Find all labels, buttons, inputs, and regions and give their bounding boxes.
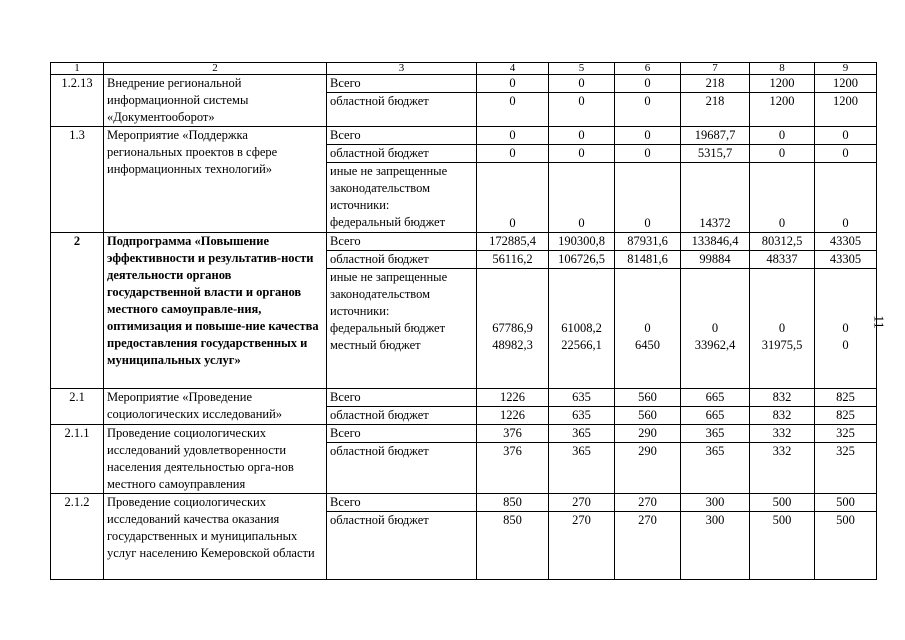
value-cell: 1200 bbox=[815, 75, 877, 93]
activity-name: Внедрение региональной информационной системы «Документооборот» bbox=[104, 75, 327, 127]
funding-source-line: законодательством bbox=[330, 181, 431, 195]
funding-source: Всего bbox=[327, 75, 477, 93]
value-cell: 172885,4 bbox=[477, 233, 549, 251]
activity-name: Проведение социологических исследований удовлетворенности населения деятельностью орга-нов местного самоуправления bbox=[104, 425, 327, 494]
funding-source: Всего bbox=[327, 425, 477, 443]
row-number: 1.2.13 bbox=[51, 75, 104, 127]
row-number: 2.1 bbox=[51, 389, 104, 425]
funding-source-line: источники: bbox=[330, 198, 390, 212]
value-cell-group bbox=[549, 269, 615, 389]
funding-source: Всего bbox=[327, 389, 477, 407]
funding-source-other bbox=[327, 269, 477, 389]
activity-name: Мероприятие «Поддержка региональных проектов в сфере информационных технологий» bbox=[104, 127, 327, 233]
value-cell: 665 bbox=[681, 389, 750, 407]
value-cell-group bbox=[815, 269, 877, 389]
table-row bbox=[51, 127, 877, 145]
col-header: 5 bbox=[549, 63, 615, 75]
value-cell: 850 bbox=[477, 512, 549, 580]
funding-source: областной бюджет bbox=[327, 251, 477, 269]
value-cell: 325 bbox=[815, 443, 877, 494]
value-cell: 99884 bbox=[681, 251, 750, 269]
value-cell: 825 bbox=[815, 389, 877, 407]
value-cell: 0 bbox=[615, 163, 681, 233]
value-cell: 48982,3 bbox=[492, 338, 533, 352]
col-header: 3 bbox=[327, 63, 477, 75]
column-number-row bbox=[51, 63, 877, 75]
funding-source: Всего bbox=[327, 127, 477, 145]
value-cell: 270 bbox=[615, 494, 681, 512]
value-cell: 500 bbox=[750, 494, 815, 512]
table-row bbox=[51, 233, 877, 251]
value-cell: 365 bbox=[681, 425, 750, 443]
value-cell: 1200 bbox=[815, 93, 877, 127]
value-cell: 0 bbox=[549, 75, 615, 93]
value-cell: 19687,7 bbox=[681, 127, 750, 145]
value-cell: 22566,1 bbox=[561, 338, 602, 352]
value-cell-group bbox=[681, 269, 750, 389]
funding-source-line: законодательством bbox=[330, 287, 431, 301]
value-cell: 33962,4 bbox=[694, 338, 736, 352]
activity-name: Проведение социологических исследований качества оказания государственных и муниципальных услуг населению Кемеровской области bbox=[104, 494, 327, 580]
value-cell: 0 bbox=[815, 127, 877, 145]
value-cell: 270 bbox=[615, 512, 681, 580]
funding-source: областной бюджет bbox=[327, 407, 477, 425]
value-cell: 376 bbox=[477, 443, 549, 494]
table-row bbox=[51, 425, 877, 443]
funding-source: областной бюджет bbox=[327, 443, 477, 494]
funding-source: Всего bbox=[327, 494, 477, 512]
value-cell: 87931,6 bbox=[615, 233, 681, 251]
value-cell: 270 bbox=[549, 494, 615, 512]
value-cell: 635 bbox=[549, 389, 615, 407]
value-cell: 190300,8 bbox=[549, 233, 615, 251]
funding-source-line: иные не запрещенные bbox=[330, 270, 448, 284]
col-header: 6 bbox=[615, 63, 681, 75]
value-cell: 560 bbox=[615, 389, 681, 407]
col-header: 9 bbox=[815, 63, 877, 75]
table-row bbox=[51, 389, 877, 407]
value-cell: 0 bbox=[477, 145, 549, 163]
funding-source-line: источники: bbox=[330, 304, 390, 318]
value-cell: 850 bbox=[477, 494, 549, 512]
page-number: 11 bbox=[870, 315, 886, 329]
funding-source: областной бюджет bbox=[327, 93, 477, 127]
value-cell: 31975,5 bbox=[761, 338, 803, 352]
value-cell: 61008,2 bbox=[561, 321, 602, 335]
value-cell: 300 bbox=[681, 494, 750, 512]
value-cell: 1200 bbox=[750, 93, 815, 127]
value-cell: 43305 bbox=[815, 251, 877, 269]
value-cell: 106726,5 bbox=[549, 251, 615, 269]
value-cell: 500 bbox=[815, 494, 877, 512]
value-cell: 5315,7 bbox=[681, 145, 750, 163]
value-cell-group bbox=[750, 269, 815, 389]
value-cell: 0 bbox=[615, 145, 681, 163]
value-cell: 832 bbox=[750, 407, 815, 425]
value-cell: 6450 bbox=[635, 338, 660, 352]
value-cell: 0 bbox=[477, 163, 549, 233]
value-cell: 0 bbox=[615, 93, 681, 127]
value-cell: 290 bbox=[615, 425, 681, 443]
value-cell-group bbox=[615, 269, 681, 389]
value-cell: 365 bbox=[549, 443, 615, 494]
value-cell: 0 bbox=[750, 145, 815, 163]
value-cell: 365 bbox=[681, 443, 750, 494]
funding-source: Всего bbox=[327, 233, 477, 251]
value-cell: 0 bbox=[477, 127, 549, 145]
value-cell: 0 bbox=[815, 163, 877, 233]
value-cell: 67786,9 bbox=[492, 321, 533, 335]
value-cell: 48337 bbox=[750, 251, 815, 269]
value-cell: 80312,5 bbox=[750, 233, 815, 251]
value-cell: 365 bbox=[549, 425, 615, 443]
value-cell: 300 bbox=[681, 512, 750, 580]
col-header: 7 bbox=[681, 63, 750, 75]
funding-source: областной бюджет bbox=[327, 512, 477, 580]
funding-source-other bbox=[327, 163, 477, 233]
value-cell: 0 bbox=[549, 127, 615, 145]
value-cell: 0 bbox=[549, 163, 615, 233]
value-cell: 0 bbox=[549, 93, 615, 127]
value-cell: 56116,2 bbox=[477, 251, 549, 269]
value-cell: 332 bbox=[750, 443, 815, 494]
row-number: 2.1.2 bbox=[51, 494, 104, 580]
value-cell: 0 bbox=[842, 338, 849, 352]
value-cell: 1226 bbox=[477, 389, 549, 407]
value-cell: 325 bbox=[815, 425, 877, 443]
value-cell: 825 bbox=[815, 407, 877, 425]
value-cell: 500 bbox=[815, 512, 877, 580]
value-cell: 81481,6 bbox=[615, 251, 681, 269]
funding-source-line: федеральный бюджет bbox=[330, 321, 446, 335]
value-cell: 43305 bbox=[815, 233, 877, 251]
table-row bbox=[51, 75, 877, 93]
value-cell: 290 bbox=[615, 443, 681, 494]
col-header: 8 bbox=[750, 63, 815, 75]
value-cell-group bbox=[477, 269, 549, 389]
value-cell: 665 bbox=[681, 407, 750, 425]
value-cell: 1226 bbox=[477, 407, 549, 425]
value-cell: 133846,4 bbox=[681, 233, 750, 251]
value-cell: 14372 bbox=[681, 163, 750, 233]
funding-source-line: федеральный бюджет bbox=[330, 215, 446, 229]
col-header: 1 bbox=[51, 63, 104, 75]
value-cell: 0 bbox=[477, 75, 549, 93]
value-cell: 376 bbox=[477, 425, 549, 443]
subprogram-name: Подпрограмма «Повышение эффективности и результатив-ности деятельности органов государственной власти и органов местного самоуправле-ния, оптимизация и повыше-ние качества предоставления государственных и муниципальных услуг» bbox=[104, 233, 327, 389]
value-cell: 0 bbox=[615, 127, 681, 145]
value-cell: 0 bbox=[477, 93, 549, 127]
activity-name: Мероприятие «Проведение социологических исследований» bbox=[104, 389, 327, 425]
value-cell: 332 bbox=[750, 425, 815, 443]
value-cell: 0 bbox=[842, 321, 849, 335]
row-number: 2.1.1 bbox=[51, 425, 104, 494]
funding-source-line: иные не запрещенные bbox=[330, 164, 448, 178]
value-cell: 1200 bbox=[750, 75, 815, 93]
funding-source: областной бюджет bbox=[327, 145, 477, 163]
value-cell: 0 bbox=[750, 127, 815, 145]
row-number: 1.3 bbox=[51, 127, 104, 233]
value-cell: 0 bbox=[778, 321, 786, 335]
col-header: 2 bbox=[104, 63, 327, 75]
value-cell: 560 bbox=[615, 407, 681, 425]
value-cell: 0 bbox=[750, 163, 815, 233]
funding-source-line: местный бюджет bbox=[330, 338, 421, 352]
value-cell: 270 bbox=[549, 512, 615, 580]
value-cell: 0 bbox=[549, 145, 615, 163]
table-row bbox=[51, 494, 877, 512]
value-cell: 0 bbox=[644, 321, 651, 335]
value-cell: 500 bbox=[750, 512, 815, 580]
value-cell: 218 bbox=[681, 75, 750, 93]
budget-table bbox=[50, 62, 877, 580]
value-cell: 0 bbox=[815, 145, 877, 163]
value-cell: 0 bbox=[615, 75, 681, 93]
col-header: 4 bbox=[477, 63, 549, 75]
row-number: 2 bbox=[51, 233, 104, 389]
value-cell: 0 bbox=[711, 321, 719, 335]
value-cell: 832 bbox=[750, 389, 815, 407]
value-cell: 218 bbox=[681, 93, 750, 127]
value-cell: 635 bbox=[549, 407, 615, 425]
